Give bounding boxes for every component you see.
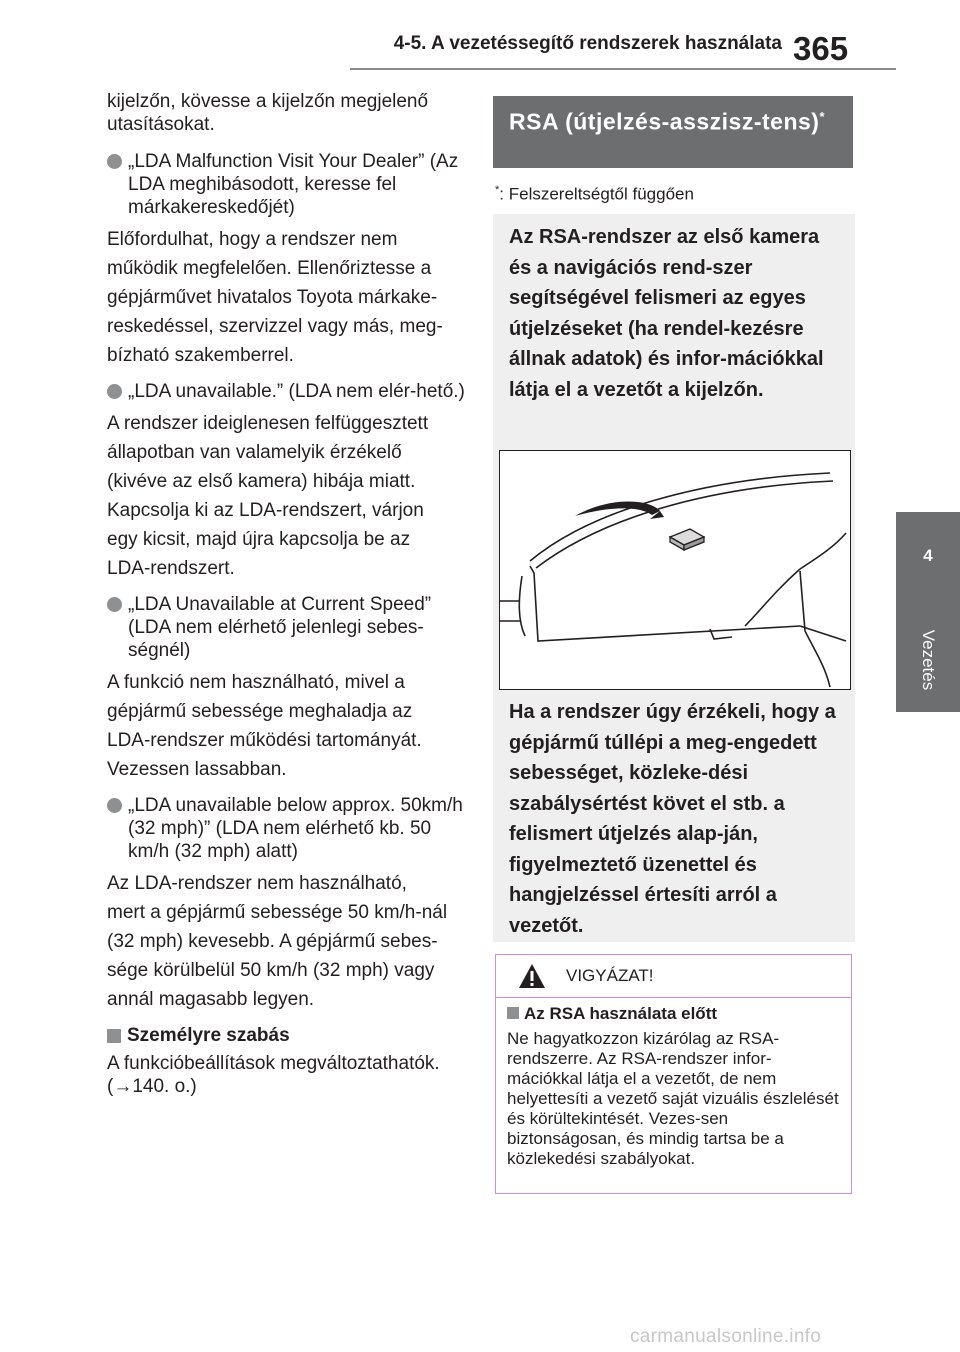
text-line: annál magasabb legyen. <box>107 989 315 1010</box>
arrow-icon <box>575 501 660 516</box>
chapter-side-tab <box>896 512 960 712</box>
footnote-marker: * <box>495 184 500 196</box>
message-item <box>107 150 467 219</box>
message-text: „LDA unavailable.” (LDA nem elér-hető.) <box>128 381 465 402</box>
section-header-title: 4-5. A vezetéssegítő rendszerek használata <box>393 33 782 54</box>
rsa-section-title <box>493 96 853 168</box>
message-item <box>107 593 467 662</box>
message-description <box>107 668 467 784</box>
info-intro: Az RSA-rendszer az első kamera és a navigációs rend-szer segítségével felismeri az egyes útjelzéseket (ha rendel-kezésre állnak adatok) és infor-mációkkal látja el a vezetőt a kijelzőn. <box>509 226 824 401</box>
personalization-heading-text: Személyre szabás <box>127 1025 290 1046</box>
message-item <box>107 380 467 403</box>
message-text: „LDA Unavailable at Current Speed” (LDA nem elérhető jelenlegi sebes-ségnél) <box>128 594 432 661</box>
caution-title: VIGYÁZAT! <box>566 966 654 985</box>
text-line: Vezessen lassabban. <box>107 759 287 780</box>
message-item <box>107 794 467 863</box>
personalization-heading <box>107 1024 467 1048</box>
text-line: gépjármű sebessége meghaladja az <box>107 701 413 722</box>
text-line: egy kicsit, majd újra kapcsolja be az <box>107 529 411 550</box>
message-description <box>107 869 467 1014</box>
caution-header <box>496 955 851 998</box>
text-line: A rendszer ideiglenesen felfüggesztett <box>107 413 429 434</box>
text-line: Kapcsolja ki az LDA-rendszert, várjon <box>107 500 424 521</box>
chapter-label: Vezetés <box>919 629 938 691</box>
bullet-dot-icon <box>107 154 122 169</box>
message-description <box>107 225 467 370</box>
message-description <box>107 409 467 583</box>
left-column <box>107 90 467 1112</box>
message-text: „LDA Malfunction Visit Your Dealer” (Az LDA meghibásodott, keresse fel márkakereskedőjét) <box>128 151 459 218</box>
rsa-section-title-text: RSA (útjelzés-asszisz-tens) <box>509 108 820 135</box>
personalization-text: A funkcióbeállítások megváltoztathatók. (→140. o.) <box>107 1053 440 1097</box>
text-line: A funkció nem használható, mivel a <box>107 672 405 693</box>
windshield-camera-illustration <box>499 450 851 690</box>
title-footnote-marker: * <box>819 109 826 124</box>
caution-body <box>496 998 851 1169</box>
text-line: mert a gépjármű sebessége 50 km/h-nál <box>107 902 448 923</box>
page-number: 365 <box>793 30 849 67</box>
text-line: Az LDA-rendszer nem használható, <box>107 873 407 894</box>
intro-text: kijelzőn, kövesse a kijelzőn megjelenő utasításokat. <box>107 91 429 135</box>
caution-subheading <box>507 1004 841 1024</box>
info-outro: Ha a rendszer úgy érzékeli, hogy a gépjármű túllépi a meg-engedett sebességet, közleke-dési szabálysértést követ el stb. a felismert útjelzés alap-ján, figyelmeztető üzenettel és hangjelzéssel értesíti arról a vezetőt. <box>509 701 836 937</box>
text-line: reskedéssel, szervizzel vagy más, meg- <box>107 316 443 337</box>
car-windshield-icon <box>500 451 849 688</box>
text-line: (32 mph) kevesebb. A gépjármű sebes- <box>107 931 438 952</box>
bullet-dot-icon <box>107 384 122 399</box>
camera-icon <box>670 529 704 550</box>
text-line: sége körülbelül 50 km/h (32 mph) vagy <box>107 960 435 981</box>
text-line: működik megfelelően. Ellenőriztesse a <box>107 258 432 279</box>
warning-triangle-icon <box>518 963 546 989</box>
footnote <box>495 184 694 205</box>
square-bullet-icon <box>107 1029 121 1043</box>
caution-text: Ne hagyatkozzon kizárólag az RSA-rendszerre. Az RSA-rendszer infor-mációkkal látja el a vezetőt, de nem helyettesíti a vezető saját vizuális észlelését és körültekintését. Vezes-sen biztonságosan, és mindig tartsa be a közlekedési szabályokat. <box>507 1029 839 1168</box>
message-text: „LDA unavailable below approx. 50km/h (32 mph)” (LDA nem elérhető kb. 50 km/h (32 mph) alatt) <box>128 795 463 862</box>
bullet-dot-icon <box>107 798 122 813</box>
text-line: gépjárművet hivatalos Toyota márkake- <box>107 287 438 308</box>
text-line: (kivéve az első kamera) hibája miatt. <box>107 471 416 492</box>
text-line: bízható szakemberrel. <box>107 345 294 366</box>
watermark: carmanualsonline.info <box>630 1326 822 1347</box>
rsa-info-box <box>493 214 855 942</box>
caution-box <box>495 954 852 1194</box>
text-line: állapotban van valamelyik érzékelő <box>107 442 402 463</box>
text-line: LDA-rendszert. <box>107 558 235 579</box>
square-bullet-icon <box>507 1007 519 1019</box>
caution-subheading-text: Az RSA használata előtt <box>524 1004 718 1023</box>
text-line: Előfordulhat, hogy a rendszer nem <box>107 229 398 250</box>
chapter-number: 4 <box>923 546 933 565</box>
footnote-text: : Felszereltségtől függően <box>499 184 694 204</box>
text-line: LDA-rendszer működési tartományát. <box>107 730 422 751</box>
header-divider <box>350 68 896 70</box>
bullet-dot-icon <box>107 597 122 612</box>
